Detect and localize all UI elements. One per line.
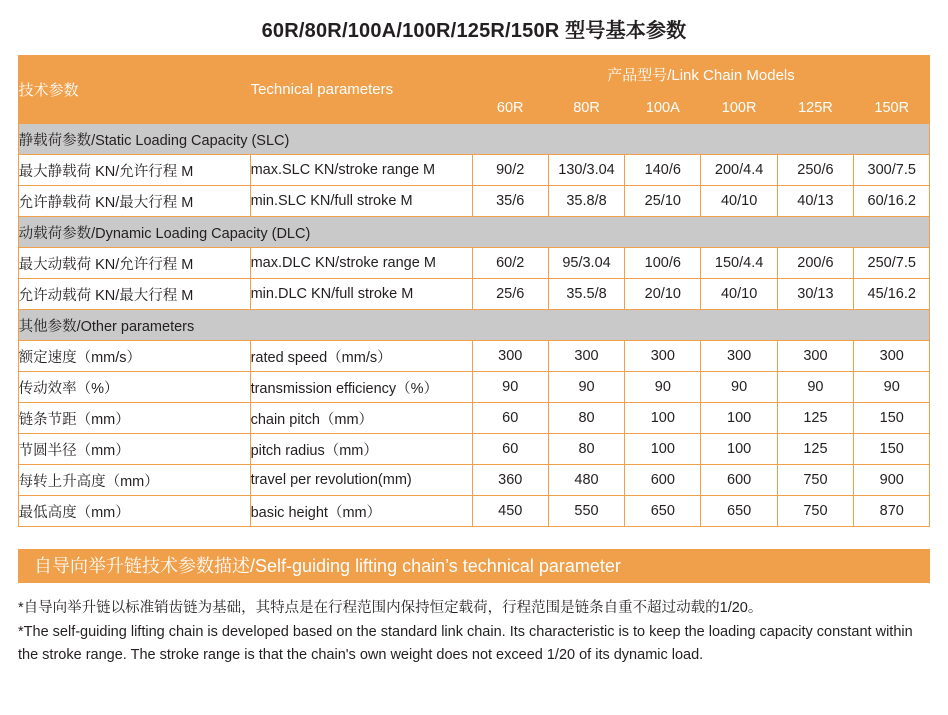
cell-value: 200/4.4 bbox=[701, 155, 777, 186]
row-label-en: max.DLC KN/stroke range M bbox=[250, 248, 472, 279]
row-label-en: travel per revolution(mm) bbox=[250, 465, 472, 496]
row-label-en: rated speed（mm/s） bbox=[250, 341, 472, 372]
cell-value: 100 bbox=[701, 403, 777, 434]
table-row bbox=[18, 279, 930, 310]
cell-value: 40/10 bbox=[701, 279, 777, 310]
table-row bbox=[18, 465, 930, 496]
section-row bbox=[18, 124, 930, 155]
cell-value: 90 bbox=[472, 372, 548, 403]
cell-value: 870 bbox=[854, 496, 930, 527]
table-row bbox=[18, 155, 930, 186]
cell-value: 360 bbox=[472, 465, 548, 496]
table-row bbox=[18, 403, 930, 434]
table-row bbox=[18, 496, 930, 527]
cell-value: 100 bbox=[625, 403, 701, 434]
section-banner: 自导向举升链技术参数描述/Self-guiding lifting chain’s technical parameter bbox=[18, 549, 930, 583]
cell-value: 100 bbox=[625, 434, 701, 465]
cell-value: 300 bbox=[701, 341, 777, 372]
cell-value: 90 bbox=[701, 372, 777, 403]
row-label-cn: 允许静载荷 KN/最大行程 M bbox=[18, 186, 250, 217]
cell-value: 300 bbox=[472, 341, 548, 372]
cell-value: 600 bbox=[701, 465, 777, 496]
row-label-en: min.SLC KN/full stroke M bbox=[250, 186, 472, 217]
section-label-other: 其他参数/Other parameters bbox=[18, 310, 930, 341]
cell-value: 480 bbox=[548, 465, 624, 496]
row-label-cn: 每转上升高度（mm） bbox=[18, 465, 250, 496]
row-label-cn: 最低高度（mm） bbox=[18, 496, 250, 527]
row-label-cn: 链条节距（mm） bbox=[18, 403, 250, 434]
table-row bbox=[18, 248, 930, 279]
row-label-en: basic height（mm） bbox=[250, 496, 472, 527]
row-label-en: chain pitch（mm） bbox=[250, 403, 472, 434]
cell-value: 750 bbox=[777, 496, 853, 527]
cell-value: 650 bbox=[625, 496, 701, 527]
row-label-cn: 传动效率（%） bbox=[18, 372, 250, 403]
model-col-150r: 150R bbox=[854, 93, 930, 124]
cell-value: 300 bbox=[548, 341, 624, 372]
cell-value: 80 bbox=[548, 434, 624, 465]
cell-value: 25/6 bbox=[472, 279, 548, 310]
cell-value: 150 bbox=[854, 434, 930, 465]
note-en: *The self-guiding lifting chain is developed based on the standard link chain. Its characteristic is to keep the loading capacity constant within the stroke range. The stroke range is that the chain's own weight does not exceed 1/20 of its dynamic load. bbox=[18, 624, 913, 663]
model-col-80r: 80R bbox=[548, 93, 624, 124]
cell-value: 40/10 bbox=[701, 186, 777, 217]
section-row bbox=[18, 217, 930, 248]
page-title: 60R/80R/100A/100R/125R/150R 型号基本参数 bbox=[261, 20, 687, 42]
parameters-table bbox=[18, 55, 931, 527]
cell-value: 60 bbox=[472, 403, 548, 434]
cell-value: 650 bbox=[701, 496, 777, 527]
note-cn: *自导向举升链以标准销齿链为基础，其特点是在行程范围内保持恒定载荷，行程范围是链条自重不超过动载的1/20。 bbox=[18, 600, 763, 616]
cell-value: 100/6 bbox=[625, 248, 701, 279]
cell-value: 95/3.04 bbox=[548, 248, 624, 279]
table-row bbox=[18, 434, 930, 465]
cell-value: 150 bbox=[854, 403, 930, 434]
cell-value: 40/13 bbox=[777, 186, 853, 217]
row-label-en: transmission efficiency（%） bbox=[250, 372, 472, 403]
section-row bbox=[18, 310, 930, 341]
table-header-row bbox=[18, 56, 930, 93]
cell-value: 45/16.2 bbox=[854, 279, 930, 310]
model-col-100a: 100A bbox=[625, 93, 701, 124]
row-label-cn: 允许动载荷 KN/最大行程 M bbox=[18, 279, 250, 310]
cell-value: 150/4.4 bbox=[701, 248, 777, 279]
cell-value: 200/6 bbox=[777, 248, 853, 279]
table-row bbox=[18, 186, 930, 217]
row-label-en: max.SLC KN/stroke range M bbox=[250, 155, 472, 186]
cell-value: 35/6 bbox=[472, 186, 548, 217]
cell-value: 35.5/8 bbox=[548, 279, 624, 310]
cell-value: 100 bbox=[701, 434, 777, 465]
cell-value: 90 bbox=[625, 372, 701, 403]
cell-value: 600 bbox=[625, 465, 701, 496]
cell-value: 300 bbox=[854, 341, 930, 372]
cell-value: 25/10 bbox=[625, 186, 701, 217]
table-row bbox=[18, 341, 930, 372]
cell-value: 90 bbox=[777, 372, 853, 403]
cell-value: 20/10 bbox=[625, 279, 701, 310]
cell-value: 90 bbox=[854, 372, 930, 403]
row-label-cn: 最大动载荷 KN/允许行程 M bbox=[18, 248, 250, 279]
section-label-slc: 静载荷参数/Static Loading Capacity (SLC) bbox=[18, 124, 930, 155]
cell-value: 300/7.5 bbox=[854, 155, 930, 186]
cell-value: 750 bbox=[777, 465, 853, 496]
row-label-cn: 最大静载荷 KN/允许行程 M bbox=[18, 155, 250, 186]
cell-value: 130/3.04 bbox=[548, 155, 624, 186]
cell-value: 80 bbox=[548, 403, 624, 434]
row-label-cn: 节圆半径（mm） bbox=[18, 434, 250, 465]
cell-value: 30/13 bbox=[777, 279, 853, 310]
header-models-group: 产品型号/Link Chain Models bbox=[472, 56, 930, 93]
cell-value: 60/2 bbox=[472, 248, 548, 279]
cell-value: 60/16.2 bbox=[854, 186, 930, 217]
model-col-125r: 125R bbox=[777, 93, 853, 124]
cell-value: 35.8/8 bbox=[548, 186, 624, 217]
header-technical-parameters-cn: 技术参数 bbox=[18, 56, 250, 124]
notes-block bbox=[18, 597, 930, 666]
cell-value: 90 bbox=[548, 372, 624, 403]
row-label-en: min.DLC KN/full stroke M bbox=[250, 279, 472, 310]
cell-value: 125 bbox=[777, 434, 853, 465]
header-technical-parameters-en: Technical parameters bbox=[250, 56, 472, 124]
row-label-en: pitch radius（mm） bbox=[250, 434, 472, 465]
row-label-cn: 额定速度（mm/s） bbox=[18, 341, 250, 372]
model-col-60r: 60R bbox=[472, 93, 548, 124]
cell-value: 250/6 bbox=[777, 155, 853, 186]
cell-value: 300 bbox=[625, 341, 701, 372]
cell-value: 140/6 bbox=[625, 155, 701, 186]
cell-value: 125 bbox=[777, 403, 853, 434]
cell-value: 60 bbox=[472, 434, 548, 465]
cell-value: 900 bbox=[854, 465, 930, 496]
section-label-dlc: 动载荷参数/Dynamic Loading Capacity (DLC) bbox=[18, 217, 930, 248]
cell-value: 250/7.5 bbox=[854, 248, 930, 279]
cell-value: 90/2 bbox=[472, 155, 548, 186]
table-row bbox=[18, 372, 930, 403]
cell-value: 450 bbox=[472, 496, 548, 527]
cell-value: 550 bbox=[548, 496, 624, 527]
cell-value: 300 bbox=[777, 341, 853, 372]
model-col-100r: 100R bbox=[701, 93, 777, 124]
